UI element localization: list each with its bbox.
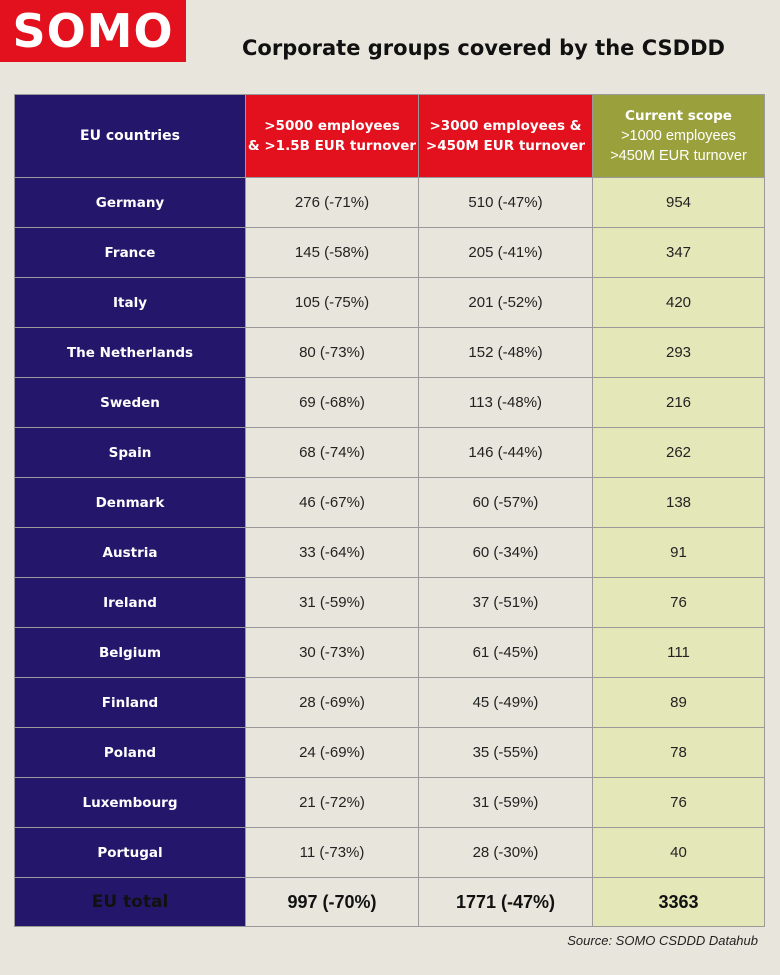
- value-3000-cell: 205 (-41%): [419, 228, 593, 278]
- somo-logo: SOMO: [0, 0, 186, 62]
- country-cell: Finland: [15, 678, 246, 728]
- value-5000-cell: 46 (-67%): [246, 478, 419, 528]
- table-row: [15, 828, 765, 878]
- table-row: [15, 778, 765, 828]
- table-row: [15, 628, 765, 678]
- table-row: [15, 378, 765, 428]
- value-3000-cell: 146 (-44%): [419, 428, 593, 478]
- value-5000-cell: 68 (-74%): [246, 428, 419, 478]
- country-cell: Portugal: [15, 828, 246, 878]
- value-current-scope-cell: 262: [593, 428, 765, 478]
- country-cell: Denmark: [15, 478, 246, 528]
- table-row: [15, 478, 765, 528]
- value-5000-cell: 31 (-59%): [246, 578, 419, 628]
- value-current-scope-cell: 347: [593, 228, 765, 278]
- table-row: [15, 528, 765, 578]
- value-3000-cell: 60 (-57%): [419, 478, 593, 528]
- value-5000-cell: 21 (-72%): [246, 778, 419, 828]
- value-3000-cell: 61 (-45%): [419, 628, 593, 678]
- value-current-scope-cell: 420: [593, 278, 765, 328]
- value-5000-cell: 33 (-64%): [246, 528, 419, 578]
- country-cell: Ireland: [15, 578, 246, 628]
- table-row: [15, 228, 765, 278]
- source-note: Source: SOMO CSDDD Datahub: [567, 933, 758, 948]
- header-5000-employees: [246, 95, 419, 178]
- value-current-scope-cell: 89: [593, 678, 765, 728]
- table-row: [15, 178, 765, 228]
- page-title: Corporate groups covered by the CSDDD: [242, 36, 725, 60]
- header-sublabel: >1000 employees: [621, 128, 736, 144]
- header-label: >3000 employees &: [429, 118, 582, 134]
- header-label: EU countries: [80, 128, 180, 144]
- table-row: [15, 428, 765, 478]
- value-3000-cell: 45 (-49%): [419, 678, 593, 728]
- total-3000-value: 1771 (-47%): [419, 878, 593, 927]
- table-row: [15, 328, 765, 378]
- total-current-scope-value: 3363: [593, 878, 765, 927]
- header-3000-employees: [419, 95, 593, 178]
- value-current-scope-cell: 91: [593, 528, 765, 578]
- data-table: [14, 94, 765, 927]
- country-cell: Germany: [15, 178, 246, 228]
- value-current-scope-cell: 76: [593, 578, 765, 628]
- value-current-scope-cell: 954: [593, 178, 765, 228]
- value-3000-cell: 113 (-48%): [419, 378, 593, 428]
- value-3000-cell: 510 (-47%): [419, 178, 593, 228]
- value-current-scope-cell: 138: [593, 478, 765, 528]
- table-row: [15, 728, 765, 778]
- country-cell: Sweden: [15, 378, 246, 428]
- header-label: Current scope: [625, 108, 732, 124]
- value-3000-cell: 31 (-59%): [419, 778, 593, 828]
- value-3000-cell: 28 (-30%): [419, 828, 593, 878]
- header-eu-countries: [15, 95, 246, 178]
- value-5000-cell: 30 (-73%): [246, 628, 419, 678]
- value-current-scope-cell: 216: [593, 378, 765, 428]
- country-cell: Austria: [15, 528, 246, 578]
- total-label: EU total: [15, 878, 246, 927]
- total-row: [15, 878, 765, 927]
- country-cell: Spain: [15, 428, 246, 478]
- value-3000-cell: 201 (-52%): [419, 278, 593, 328]
- value-current-scope-cell: 111: [593, 628, 765, 678]
- table-row: [15, 578, 765, 628]
- value-3000-cell: 35 (-55%): [419, 728, 593, 778]
- value-current-scope-cell: 78: [593, 728, 765, 778]
- country-cell: Belgium: [15, 628, 246, 678]
- header-sublabel: >450M EUR turnover: [610, 148, 747, 164]
- country-cell: The Netherlands: [15, 328, 246, 378]
- value-current-scope-cell: 76: [593, 778, 765, 828]
- value-5000-cell: 80 (-73%): [246, 328, 419, 378]
- header-current-scope: [593, 95, 765, 178]
- table-row: [15, 278, 765, 328]
- value-5000-cell: 105 (-75%): [246, 278, 419, 328]
- country-cell: Luxembourg: [15, 778, 246, 828]
- value-5000-cell: 145 (-58%): [246, 228, 419, 278]
- value-5000-cell: 28 (-69%): [246, 678, 419, 728]
- value-5000-cell: 24 (-69%): [246, 728, 419, 778]
- country-cell: Italy: [15, 278, 246, 328]
- value-3000-cell: 152 (-48%): [419, 328, 593, 378]
- value-5000-cell: 69 (-68%): [246, 378, 419, 428]
- header-label: >450M EUR turnover: [425, 138, 586, 154]
- value-5000-cell: 11 (-73%): [246, 828, 419, 878]
- country-cell: France: [15, 228, 246, 278]
- total-5000-value: 997 (-70%): [246, 878, 419, 927]
- value-5000-cell: 276 (-71%): [246, 178, 419, 228]
- country-cell: Poland: [15, 728, 246, 778]
- table-body: [15, 178, 765, 878]
- value-current-scope-cell: 293: [593, 328, 765, 378]
- value-3000-cell: 60 (-34%): [419, 528, 593, 578]
- value-3000-cell: 37 (-51%): [419, 578, 593, 628]
- header-label: >5000 employees: [264, 118, 400, 134]
- header-label: & >1.5B EUR turnover: [247, 138, 417, 154]
- value-current-scope-cell: 40: [593, 828, 765, 878]
- table-row: [15, 678, 765, 728]
- header-row: [15, 95, 765, 178]
